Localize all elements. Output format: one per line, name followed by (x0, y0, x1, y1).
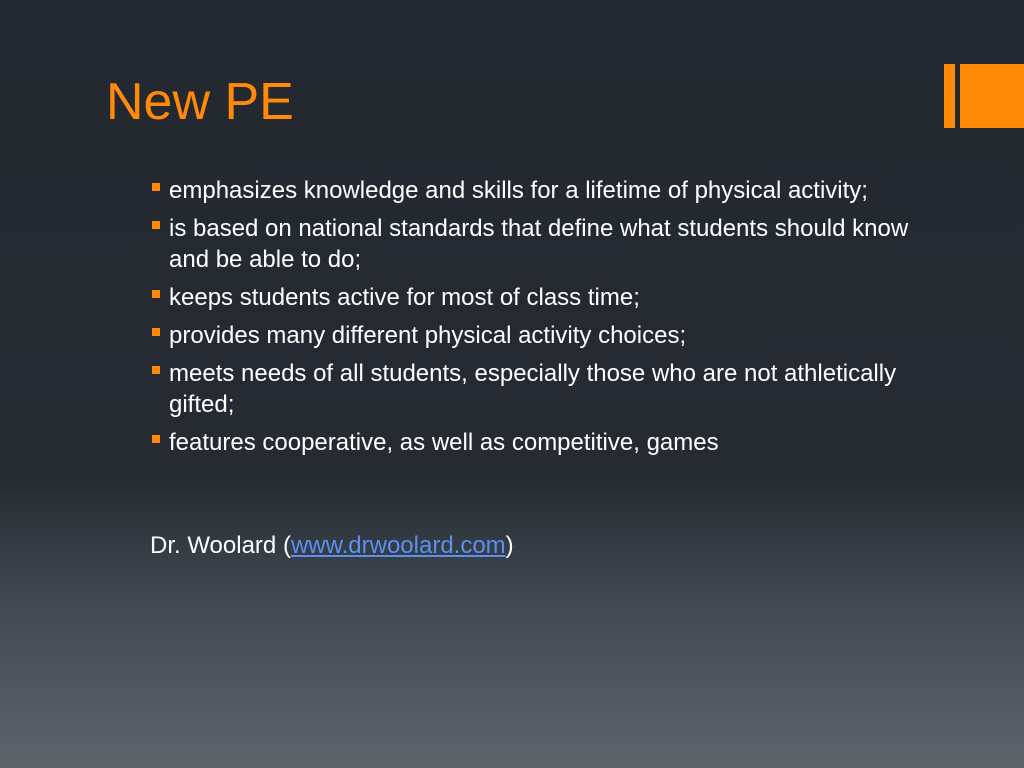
bullet-item (150, 320, 910, 351)
website-link[interactable]: www.drwoolard.com (290, 532, 506, 559)
bullet-text: is based on national standards that define what students should know and be able to do; (169, 215, 909, 273)
bullet-text: provides many different physical activity choices; (169, 322, 687, 349)
accent-block (960, 64, 1024, 128)
bullet-item (150, 358, 910, 420)
credit-suffix: ) (505, 532, 514, 559)
square-bullet-icon (152, 183, 160, 191)
bullet-text: meets needs of all students, especially those who are not athletically gifted; (169, 360, 897, 418)
square-bullet-icon (152, 221, 160, 229)
bullet-text: emphasizes knowledge and skills for a lifetime of physical activity; (169, 177, 868, 204)
credit-line (150, 530, 514, 561)
bullet-list (150, 175, 910, 465)
accent-bar (944, 64, 955, 128)
credit-prefix: Dr. Woolard ( (150, 532, 291, 559)
bullet-text: keeps students active for most of class time; (169, 284, 640, 311)
square-bullet-icon (152, 366, 160, 374)
title-accent-mark (944, 64, 1024, 128)
bullet-item (150, 213, 910, 275)
square-bullet-icon (152, 328, 160, 336)
slide-title: New PE (106, 73, 294, 131)
square-bullet-icon (152, 290, 160, 298)
bullet-item (150, 282, 910, 313)
square-bullet-icon (152, 435, 160, 443)
bullet-item (150, 175, 910, 206)
bullet-text: features cooperative, as well as competitive, games (169, 429, 719, 456)
bullet-item (150, 427, 910, 458)
